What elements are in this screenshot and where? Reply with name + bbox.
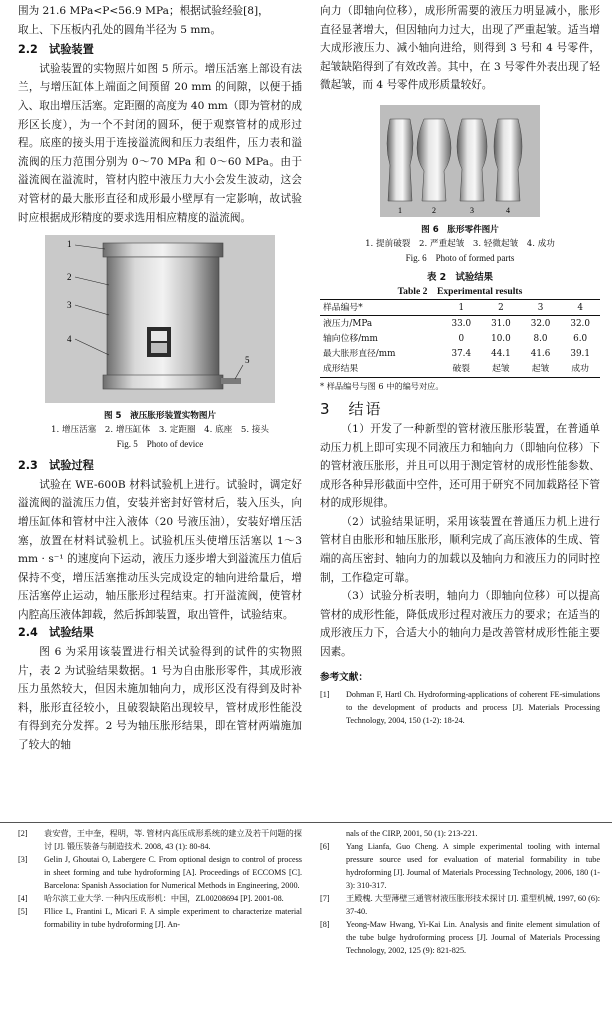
table-header-cell: 样品编号* [323, 302, 363, 313]
reference-item [320, 827, 600, 840]
reference-item [18, 827, 302, 853]
table-cell: 31.0 [491, 318, 511, 329]
reference-number: [4] [18, 894, 28, 903]
formed-parts-photo [380, 105, 540, 217]
reference-text: Yang Lianfa, Guo Cheng. A simple experimental tooling with internal pressure source used for evaluation of material formability in tube hydroforming [J]. Journal of Materials Processing Technology, 2006, 180 (1-3): 310-317. [346, 842, 600, 890]
intro-line-2: 取上、下压板内孔处的圆角半径为 5 mm。 [18, 23, 222, 36]
table-cell: 44.1 [491, 349, 511, 360]
table-row [320, 316, 600, 332]
fig5-callout-3: 3 [67, 300, 72, 311]
table-cell: 轴向位移/mm [323, 333, 378, 344]
table-cell: 32.0 [530, 318, 551, 329]
reference-number: [2] [18, 829, 28, 838]
fig5-callout-1: 1 [67, 239, 72, 250]
reference-number: [5] [18, 907, 28, 916]
reference-item [320, 840, 600, 892]
reference-number: [7] [320, 894, 330, 903]
table-header-cell: 4 [577, 302, 583, 313]
figure-6 [380, 105, 540, 217]
section-2-2-title: 2.2 试验装置 [18, 43, 94, 57]
section-3-title: 3 结语 [320, 399, 383, 418]
table-cell: 37.4 [451, 349, 472, 360]
figure-5 [45, 235, 275, 403]
table-cell: 10.0 [491, 333, 511, 344]
table-header-cell: 2 [498, 302, 504, 313]
section-2-4-paragraph: 图 6 为采用该装置进行相关试验得到的试件的实物照片，表 2 为试验结果数据。1 号为自由胀形零件，其成形液压力虽然较大，但因未施加轴向力，成形区没有得到及时补料，胀形直径较小，且破裂缺陷出现较早，管材成形性能没有得到充分发挥。2 号为轴压胀形结果，即在管材两端施加了较大的轴 [18, 646, 302, 752]
table-cell: 33.0 [451, 318, 472, 329]
fig5-caption-cn: 图 5 液压胀形装置实物图片 [103, 411, 217, 422]
table-cell: 成形结果 [323, 364, 359, 375]
section-2-2-paragraph: 试验装置的实物照片如图 5 所示。增压活塞上部设有法兰，与增压缸体上端面之间预留 20 mm 的间隙，以便于插入、取出增压活塞。定距圈的高度为 40 mm（即为管材的成形区长度），为一个不封闭的圆环，便于观察管材的成形过程。底座的接头用于连接溢流阀和压力表组件，压力表和溢流阀的压力范围分别为 0～70 MPa 和 0～60 MPa。由于溢流阀在溢流时，管材内腔中液压力大小会发生波动，这会对管材的最大胀形直径和成形最小壁厚有一定影响，故试验时应根据成形精度的要求选用相应精度的溢流阀。 [18, 62, 302, 224]
reference-text: Yeong-Maw Hwang, Yi-Kai Lin. Analysis and finite element simulation of the tube bulge hydroforming process [J]. Journal of Materials Processing Technology, 2002, 125 (9): 821-825. [346, 920, 600, 955]
table-row [320, 331, 600, 346]
table2-note: * 样品编号与图 6 中的编号对应。 [320, 380, 444, 391]
table-cell: 41.6 [530, 349, 551, 360]
fig6-caption-cn: 图 6 胀形零件图片 [421, 224, 499, 235]
table-cell: 6.0 [573, 333, 588, 344]
reference-text: nals of the CIRP, 2001, 50 (1): 213-221. [346, 829, 478, 838]
reference-number: [1] [320, 689, 330, 699]
fig5-callout-4: 4 [67, 334, 72, 345]
table2-title-en: Table 2 Experimental results [397, 285, 523, 297]
reference-item [18, 853, 302, 892]
conclusion-3: （3）试验分析表明，轴向力（即轴向位移）可以提高管材的成形性能，降低成形过程对液压力的要求；在适当的成形液压力下，合适大小的轴向力是改善管材成形性能主要因素。 [320, 590, 600, 659]
reference-text: Gelin J, Ghoutai O, Labergere C. From optional design to control of process in sheet forming and tube hydroforming [A]. Proceedings of ECCOMS [C]. Barcelona: Spanish Association for Numerical Methods in Engineering, 2000. [44, 855, 302, 890]
fig6-caption-en: Fig. 6 Photo of formed parts [405, 252, 515, 263]
reference-item [320, 918, 600, 957]
reference-text: 王殿槐. 大型薄壁三通管材液压胀形技术探讨 [J]. 重型机械, 1997, 60 (6): 37-40. [346, 894, 600, 916]
fig6-label-1: 1 [398, 205, 402, 215]
bottom-references-right [320, 827, 600, 957]
table-header-row [320, 299, 600, 315]
reference-text: Dohman F, Hartl Ch. Hydroforming-applications of coherent FE-simulations to the development of products and process [J]. Materials Processing Technology, 2004, 150 (1-2): 18-24. [346, 689, 600, 725]
reference-text: 哈尔滨工业大学. 一种内压成形机：中国，ZL00208694 [P]. 2001-08. [44, 894, 284, 903]
intro-line-1: 围为 21.6 MPa<P<56.9 MPa；根据试验经验[8]， [18, 5, 269, 17]
table-header-cell: 3 [537, 302, 544, 313]
table-cell: 起皱 [492, 364, 510, 375]
bottom-references [0, 822, 612, 955]
left-column [18, 0, 302, 755]
fig6-label-2: 2 [432, 205, 436, 215]
table-cell: 液压力/MPa [323, 318, 373, 329]
reference-number: [8] [320, 920, 330, 929]
fig5-caption-parts: 1. 增压活塞 2. 增压缸体 3. 定距圈 4. 底座 5. 接头 [51, 425, 269, 436]
section-2-4-title: 2.4 试验结果 [18, 626, 94, 640]
device-photo [45, 235, 275, 403]
table-row [320, 362, 600, 378]
results-table [320, 299, 600, 378]
table-cell: 8.0 [533, 333, 548, 344]
reference-item [320, 892, 600, 918]
continued-paragraph: 向力（即轴向位移），成形所需要的液压力明显减小，胀形直径显著增大，但因轴向力过大，出现了严重起皱。适当增大成形液压力、减小轴向进给，则得到 3 号和 4 号零件，起皱缺陷得到了有效改善。其中，在 3 号零件外表出现了轻微起皱，而 4 号零件成形质量较好。 [320, 5, 600, 92]
reference-number [320, 827, 346, 840]
table-cell: 最大胀形直径/mm [323, 349, 396, 360]
bottom-references-left [18, 827, 302, 931]
reference-item [18, 905, 302, 931]
references-title: 参考文献： [320, 671, 368, 683]
table-cell: 破裂 [452, 364, 471, 375]
reference-text: 袁安营，王中奎，程明，等. 管材内高压成形系统的建立及若干问题的探讨 [J]. 锻压装备与制造技术. 2008, 43 (1): 80-84. [44, 829, 302, 851]
fig5-callout-5: 5 [245, 355, 250, 366]
table-cell: 成功 [571, 364, 589, 375]
reference-item [18, 892, 302, 905]
table-cell: 起皱 [531, 364, 550, 375]
reference-number: [3] [18, 855, 28, 864]
table-cell: 0 [458, 333, 465, 344]
reference-number: [6] [320, 842, 330, 851]
conclusion-2: （2）试验结果证明，采用该装置在普通压力机上进行管材自由胀形和轴压胀形，顺利完成了高压液体的生成、管端的高压密封、轴向力的加载以及轴向力和液压力的同时控制，工作稳定可靠。 [320, 515, 600, 584]
fig6-caption-parts: 1. 提前破裂 2. 严重起皱 3. 轻微起皱 4. 成功 [365, 238, 555, 249]
table2-title-cn: 表 2 试验结果 [426, 271, 494, 283]
fig5-callout-2: 2 [67, 272, 72, 283]
fig5-caption-en: Fig. 5 Photo of device [116, 439, 204, 450]
conclusion-1: （1）开发了一种新型的管材液压胀形装置，在普通单动压力机上即可实现不同液压力和轴向力（即轴向位移）下的管材液压胀形，并且可以用于测定管材的成形性能参数、成形各种异形截面中空件，还可用于研究不同加载路径下管材的成形规律。 [320, 422, 600, 510]
fig6-label-3: 3 [470, 205, 474, 215]
section-2-3-paragraph: 试验在 WE-600B 材料试验机上进行。试验时，调定好溢流阀的溢流压力值，安装并密封好管材后，装入压头，向增压缸体和管材中注入液体（20 号液压油），安装好增压活塞，放置在材料试验机上。试验机压头使增压活塞以 1～3 mm · s⁻¹ 的速度向下运动，液压力逐步增大到溢流压力值后保持不变，增压活塞推动压头完成设定的轴向进给量后，增压活塞停止运动，轴压胀形过程结束。打开溢流阀，使管材内腔高压液体卸载，然后拆卸装置，取出管件，试验结束。 [18, 478, 302, 621]
fig6-label-4: 4 [506, 205, 510, 215]
table-row [320, 347, 600, 362]
table-header-cell: 1 [458, 302, 465, 313]
table-cell: 32.0 [570, 318, 590, 329]
table-cell: 39.1 [570, 349, 590, 360]
reference-text: Fllice L, Frantini L, Micari F. A simple experiment to characterize material formability in tube hydroforming [J]. An- [44, 907, 302, 929]
reference-item [320, 688, 600, 727]
section-2-3-title: 2.3 试验过程 [18, 459, 94, 473]
right-column [320, 0, 600, 727]
